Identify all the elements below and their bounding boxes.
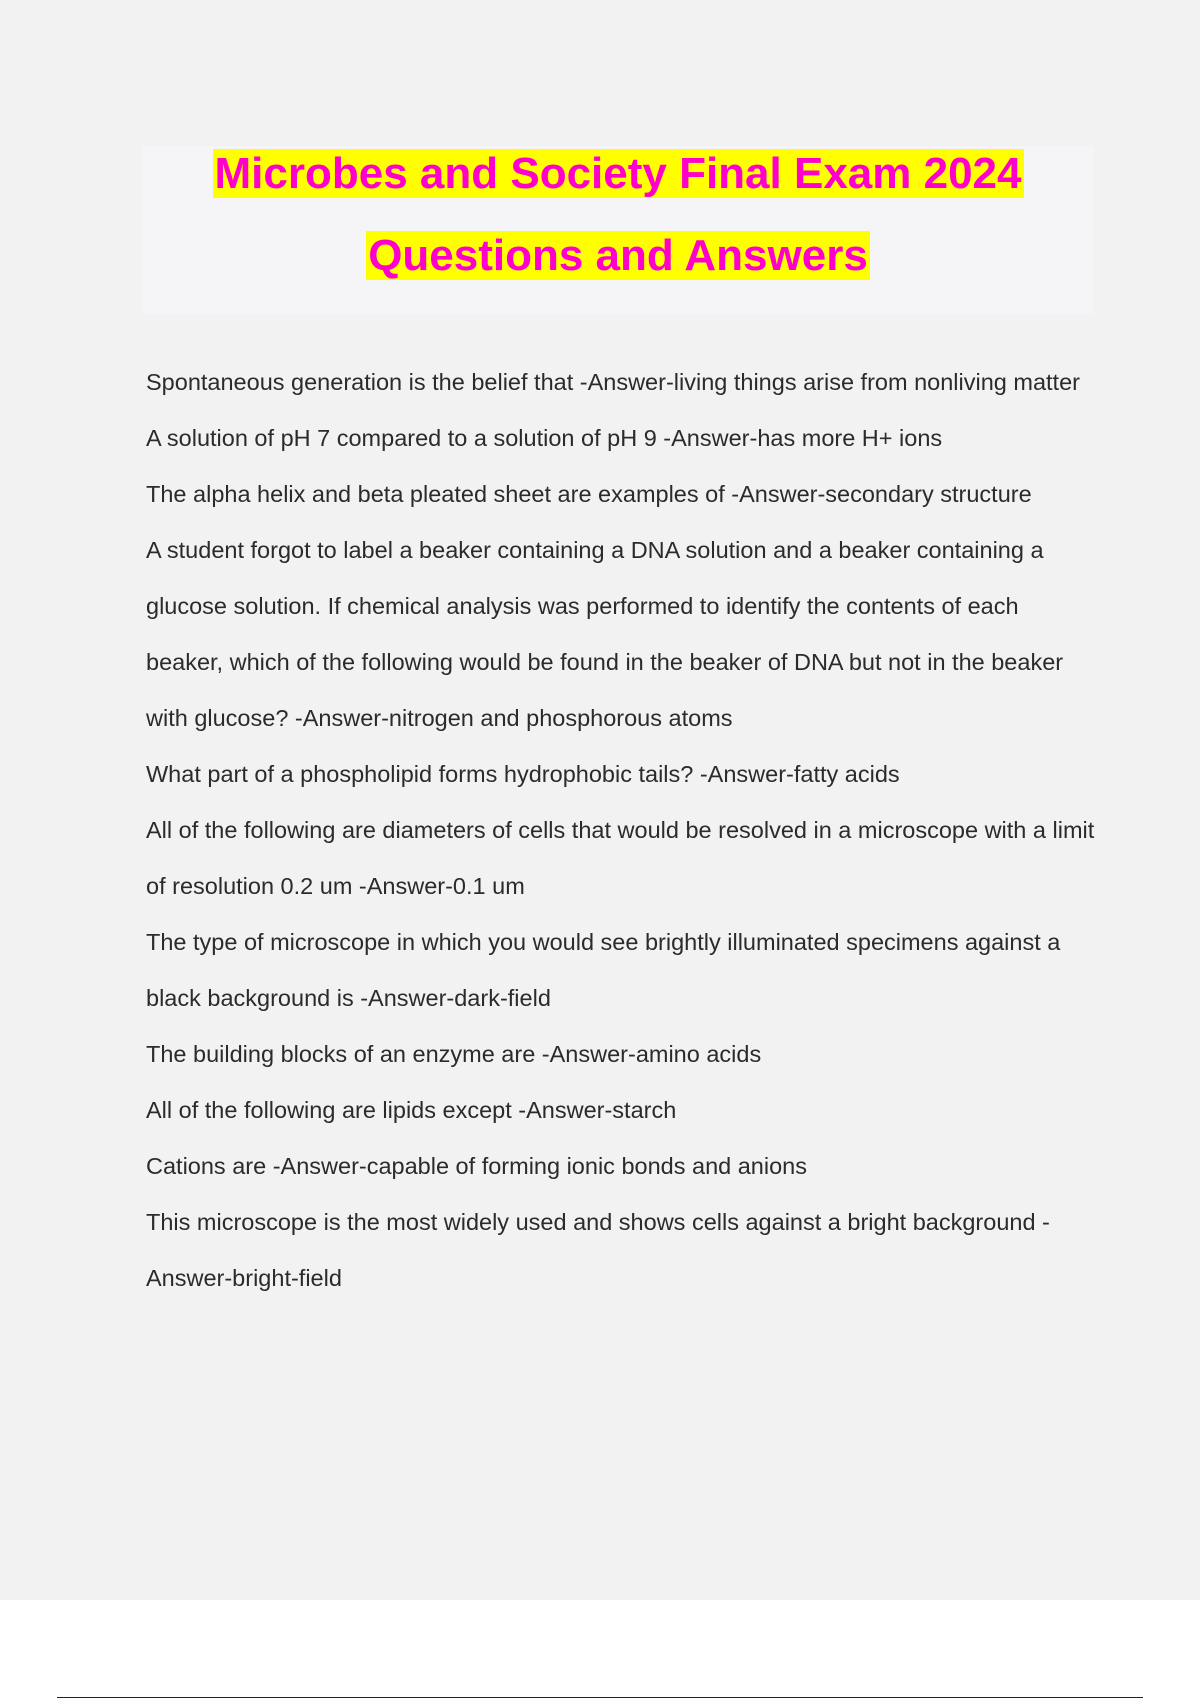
page-divider — [57, 1697, 1143, 1698]
document-title-line-1 — [143, 148, 1093, 200]
qa-item: This microscope is the most widely used and shows cells against a bright background - Answer-bright-field — [146, 1209, 1050, 1291]
title-highlight-2: Questions and Answers — [368, 231, 868, 280]
qa-item: Spontaneous generation is the belief that -Answer-living things arise from nonliving matter — [146, 369, 1080, 395]
qa-item: A solution of pH 7 compared to a solution of pH 9 -Answer-has more H+ ions — [146, 425, 943, 451]
document-title-line-2 — [143, 230, 1093, 282]
qa-item: Cations are -Answer-capable of forming ionic bonds and anions — [146, 1153, 807, 1179]
qa-list — [146, 354, 1096, 1306]
qa-item: What part of a phospholipid forms hydrophobic tails? -Answer-fatty acids — [146, 761, 900, 787]
qa-item: The building blocks of an enzyme are -Answer-amino acids — [146, 1041, 762, 1067]
title-highlight-1: Microbes and Society Final Exam 2024 — [214, 149, 1022, 198]
qa-item: All of the following are lipids except -Answer-starch — [146, 1097, 677, 1123]
qa-item: The alpha helix and beta pleated sheet are examples of -Answer-secondary structure — [146, 481, 1032, 507]
qa-item: The type of microscope in which you would see brightly illuminated specimens against a black background is -Answer-dark-field — [146, 929, 1061, 1011]
qa-item: A student forgot to label a beaker containing a DNA solution and a beaker containing a glucose solution. If chemical analysis was performed to identify the contents of each beaker, which of the following would be found in the beaker of DNA but not in the beaker with glucose? -Answer-nitrogen and phosphorous atoms — [146, 537, 1064, 731]
qa-item: All of the following are diameters of cells that would be resolved in a microscope with a limit of resolution 0.2 um -Answer-0.1 um — [146, 817, 1095, 899]
